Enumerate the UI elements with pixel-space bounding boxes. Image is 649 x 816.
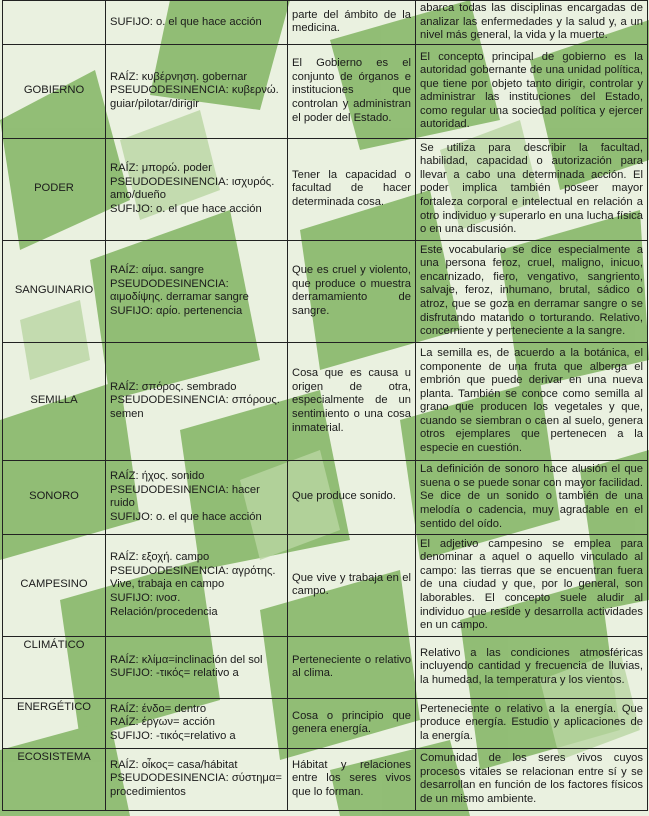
etymology-line: RAÍZ: κλίμα=inclinación del sol	[110, 653, 263, 666]
etymology-line: PSEUDODESINENCIA: κυβερνώ. guiar/pilotar/dirigir	[110, 84, 279, 111]
definition-cell: Que es cruel y violento, que produce o muestra derramamiento de sangre.	[288, 240, 416, 342]
description-cell: El adjetivo campesino se emplea para denominar a aquel o aquello vinculado al campo: las tierras que se encuentran fuera de una ciudad y que, por lo general, son laborables. El concepto suele aludir al individuo que reside y desarrolla actividades en un campo.	[416, 534, 648, 636]
table-row	[3, 534, 648, 636]
etymology-line: SUFIJO: αρίο. pertenencia	[110, 304, 243, 317]
etymology-line: SUFIJO: o. el que hace acción	[110, 15, 262, 28]
term-cell: SANGUINARIO	[3, 240, 106, 342]
etymology-line: RAÍZ: οἶκος= casa/hábitat	[110, 758, 238, 771]
definition-cell: Cosa que es causa u origen de otra, especialmente de un sentimiento o una cosa inmaterial.	[288, 342, 416, 460]
term-cell: SONORO	[3, 460, 106, 534]
etymology-line: SUFIJO: o. el que hace acción	[110, 202, 262, 215]
table-row	[3, 748, 648, 810]
etymology-line: PSEUDODESINENCIA: hacer ruido	[110, 483, 260, 510]
etymology-cell	[106, 698, 288, 748]
definition-cell: Que vive y trabaja en el campo.	[288, 534, 416, 636]
description-cell: Perteneciente o relativo a la energía. Que produce energía. Estudio y aplicaciones de la energía.	[416, 698, 648, 748]
table-row	[3, 138, 648, 240]
term-cell: ENERGÉTICO	[3, 698, 106, 748]
etymology-cell	[106, 534, 288, 636]
etymology-line: SUFIJO: -τικός=relativo a	[110, 730, 236, 743]
etymology-line: PSEUDODESINENCIA: ισχυρός. amo/dueño	[110, 175, 275, 202]
definition-cell: Tener la capacidad o facultad de hacer determinada cosa.	[288, 138, 416, 240]
vocabulary-table	[2, 0, 648, 811]
etymology-line: SUFIJO: -τικός= relativo a	[110, 667, 239, 680]
definition-cell: Hábitat y relaciones entre los seres vivos que lo forman.	[288, 748, 416, 810]
definition-cell: Cosa o principio que genera energía.	[288, 698, 416, 748]
definition-cell: Que produce sonido.	[288, 460, 416, 534]
etymology-line: RAÍZ: μπορώ. poder	[110, 162, 212, 175]
description-cell: La definición de sonoro hace alusión el que suena o se puede sonar con mayor facilidad. Se dice de un sonido o también de una melodía o cadencia, muy agradable en el sentido del oído.	[416, 460, 648, 534]
definition-cell: El Gobierno es el conjunto de órganos e instituciones que controlan y administran el poder del Estado.	[288, 44, 416, 138]
etymology-cell	[106, 240, 288, 342]
etymology-cell	[106, 1, 288, 45]
etymology-line: RAÍZ: εξοχή. campo	[110, 551, 210, 564]
table-row	[3, 460, 648, 534]
etymology-line: RAÍZ: σπόρος. sembrado	[110, 380, 237, 393]
description-cell: Este vocabulario se dice especialmente a una persona feroz, cruel, maligno, inicuo, encarnizado, fiero, vengativo, sangriento, salvaje, feroz, inhumano, brutal, sádico o atroz, que se goza en derramar sangre o se disfrutando matando o torturando. Relativo, concerniente y perteneciente a la sangre.	[416, 240, 648, 342]
etymology-line: RAÍZ: έργων= acción	[110, 716, 215, 729]
etymology-line: PSEUDODESINENCIA: αγρότης. Vive, trabaja en campo	[110, 564, 276, 591]
definition-cell: parte del ámbito de la medicina.	[288, 1, 416, 45]
description-cell: Relativo a las condiciones atmosféricas incluyendo cantidad y frecuencia de lluvias, la humedad, la temperatura y los vientos.	[416, 636, 648, 698]
term-cell	[3, 1, 106, 45]
description-cell: El concepto principal de gobierno es la autoridad gobernante de una unidad política, que tiene por objeto tanto dirigir, controlar y administrar las instituciones del Estado, como regular una sociedad política y ejercer autoridad.	[416, 44, 648, 138]
etymology-cell	[106, 636, 288, 698]
etymology-line: RAÍZ: ήχος. sonido	[110, 470, 205, 483]
description-cell: Comunidad de los seres vivos cuyos procesos vitales se relacionan entre sí y se desarrollan en función de los factores físicos de un mismo ambiente.	[416, 748, 648, 810]
table-row	[3, 636, 648, 698]
table-row	[3, 698, 648, 748]
table-row	[3, 44, 648, 138]
etymology-line: RAÍZ: αίμα. sangre	[110, 264, 204, 277]
definition-cell: Perteneciente o relativo al clima.	[288, 636, 416, 698]
etymology-cell	[106, 44, 288, 138]
etymology-cell	[106, 138, 288, 240]
table-row	[3, 342, 648, 460]
term-cell: SEMILLA	[3, 342, 106, 460]
etymology-line: RAÍZ: ένδο= dentro	[110, 702, 207, 715]
etymology-line: RAÍZ: κυβέρνηση. gobernar	[110, 70, 248, 83]
description-cell: Se utiliza para describir la facultad, habilidad, capacidad o autorización para llevar a cabo una determinada acción. El poder implica también poseer mayor fortaleza corporal e intelectual en relación a otro individuo y superarlo en una lucha física o en una discusión.	[416, 138, 648, 240]
etymology-cell	[106, 748, 288, 810]
etymology-line: PSEUDODESINENCIA: σπόρους. semen	[110, 394, 280, 421]
etymology-line: SUFIJO: ινοσ. Relación/procedencia	[110, 592, 218, 618]
term-cell: GOBIERNO	[3, 44, 106, 138]
table-row	[3, 240, 648, 342]
etymology-line: PSEUDODESINENCIA: σύστημα= procedimientos	[110, 772, 282, 799]
term-cell: CLIMÁTICO	[3, 636, 106, 698]
term-cell: PODER	[3, 138, 106, 240]
etymology-cell	[106, 460, 288, 534]
etymology-cell	[106, 342, 288, 460]
term-cell: ECOSISTEMA	[3, 748, 106, 810]
term-cell: CAMPESINO	[3, 534, 106, 636]
etymology-line: SUFIJO: o. el que hace acción	[110, 510, 262, 523]
table-row	[3, 1, 648, 45]
etymology-line: PSEUDODESINENCIA: αιμοδίψης. derramar sangre	[110, 277, 249, 304]
description-cell: La semilla es, de acuerdo a la botánica, el componente de una fruta que alberga el embrión que puede derivar en una nueva planta. También se conoce como semilla al grano que producen los vegetales y que, cuando se siembran o caen al suelo, genera otros ejemplares que pertenecen a la especie en cuestión.	[416, 342, 648, 460]
description-cell: abarca todas las disciplinas encargadas de analizar las enfermedades y la salud y, a un nivel más general, la vida y la muerte.	[416, 1, 648, 45]
